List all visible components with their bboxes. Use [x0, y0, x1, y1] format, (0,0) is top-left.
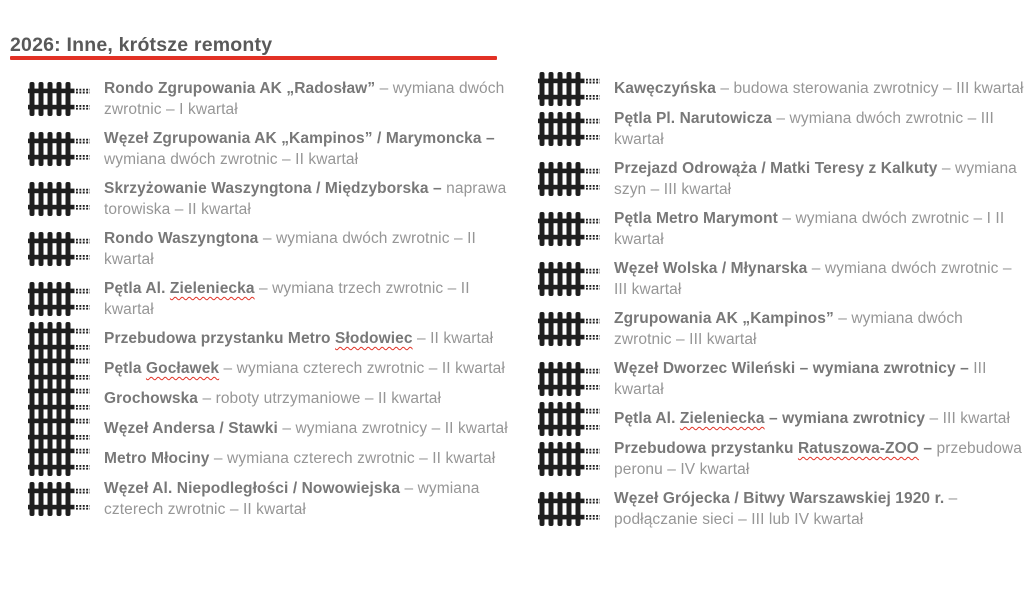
- item-description: – wymiana dwóch zwrotnic – III kwartał: [614, 110, 994, 148]
- item-name-bold: Pętla Gocławek: [104, 360, 220, 377]
- item-description: – wymiana czterech zwrotnic – II kwartał: [219, 360, 505, 377]
- list-item: [538, 408, 1024, 430]
- spellcheck-underlined-word: Słodowiec: [335, 330, 413, 347]
- item-name-bold: Pętla Metro Marymont: [614, 210, 778, 227]
- item-description: – wymiana dwóch zwrotnic – III kwartał: [614, 310, 963, 348]
- left-column: [28, 78, 512, 530]
- item-text: [104, 228, 512, 270]
- list-item: [538, 258, 1024, 300]
- two-column-list: [28, 78, 1024, 530]
- item-description: naprawa torowiska – II kwartał: [104, 180, 507, 218]
- railway-track-icon: [28, 180, 90, 218]
- railway-track-icon: [538, 440, 600, 478]
- item-description: – wymiana czterech zwrotnic – II kwartał: [209, 450, 496, 467]
- railway-track-icon: [538, 310, 600, 348]
- railway-track-icon: [28, 280, 90, 318]
- item-description: – roboty utrzymaniowe – II kwartał: [198, 390, 442, 407]
- item-name-bold: Przebudowa przystanku Metro Słodowiec: [104, 330, 413, 347]
- spellcheck-underlined-word: Ratuszowa-ZOO: [797, 440, 919, 457]
- item-description: – podłączanie sieci – III lub IV kwartał: [614, 490, 958, 528]
- item-text: [614, 258, 1024, 300]
- title-underline-rule: [10, 56, 497, 60]
- item-name-bold: Węzeł Al. Niepodległości / Nowowiejska: [104, 480, 401, 497]
- list-item: [28, 388, 512, 410]
- item-name-bold: Pętla Al. Zieleniecka – wymiana zwrotnicy: [614, 410, 926, 427]
- railway-track-icon: [538, 160, 600, 198]
- item-description: – wymiana czterech zwrotnic – II kwartał: [104, 480, 480, 518]
- railway-track-icon: [538, 70, 600, 108]
- list-item: [28, 448, 512, 470]
- railway-track-icon: [28, 130, 90, 168]
- item-text: [104, 388, 512, 409]
- list-item: [28, 178, 512, 220]
- railway-track-icon: [538, 110, 600, 148]
- list-item: [28, 278, 512, 320]
- list-item: [538, 488, 1024, 530]
- right-column: [538, 78, 1024, 530]
- item-description: – wymiana dwóch zwrotnic – I II kwartał: [614, 210, 1005, 248]
- item-name-bold: Pętla Al. Zieleniecka: [104, 280, 255, 297]
- item-text: [614, 208, 1024, 250]
- railway-track-icon: [28, 80, 90, 118]
- item-name-bold: Węzeł Zgrupowania AK „Kampinos” / Marymoncka –: [104, 130, 495, 147]
- item-text: [614, 408, 1024, 429]
- item-description: – II kwartał: [412, 330, 494, 347]
- list-item: [538, 308, 1024, 350]
- spellcheck-underlined-word: Zieleniecka: [679, 410, 765, 427]
- railway-track-icon: [538, 490, 600, 528]
- list-item: [538, 158, 1024, 200]
- item-text: [614, 358, 1024, 400]
- item-name-bold: Węzeł Andersa / Stawki: [104, 420, 278, 437]
- item-text: [104, 328, 512, 349]
- railway-track-icon: [28, 480, 90, 518]
- list-item: [538, 208, 1024, 250]
- item-text: [614, 438, 1024, 480]
- item-text: [614, 78, 1024, 99]
- item-description: przebudowa peronu – IV kwartał: [614, 440, 1022, 478]
- item-text: [614, 158, 1024, 200]
- item-description: wymiana dwóch zwrotnic – II kwartał: [104, 151, 359, 168]
- list-item: [28, 78, 512, 120]
- item-description: – wymiana dwóch zwrotnic – I kwartał: [104, 80, 505, 118]
- item-text: [104, 128, 512, 170]
- item-name-bold: Grochowska: [104, 390, 199, 407]
- list-item: [28, 358, 512, 380]
- item-description: – III kwartał: [925, 410, 1011, 427]
- item-text: [104, 448, 512, 469]
- page-title: 2026: Inne, krótsze remonty: [10, 34, 273, 57]
- item-description: – budowa sterowania zwrotnicy – III kwartał: [715, 80, 1024, 97]
- item-text: [104, 78, 512, 120]
- item-description: III kwartał: [614, 360, 987, 398]
- item-name-bold: Kawęczyńska: [614, 80, 716, 97]
- item-name-bold: Metro Młociny: [104, 450, 210, 467]
- list-item: [28, 478, 512, 520]
- item-name-bold: Węzeł Grójecka / Bitwy Warszawskiej 1920 r.: [614, 490, 945, 507]
- item-description: – wymiana dwóch zwrotnic – III kwartał: [614, 260, 1012, 298]
- item-name-bold: Przebudowa przystanku Ratuszowa-ZOO –: [614, 440, 933, 457]
- item-text: [614, 308, 1024, 350]
- list-item: [28, 128, 512, 170]
- item-description: – wymiana trzech zwrotnic – II kwartał: [104, 280, 470, 318]
- railway-track-icon: [538, 400, 600, 438]
- item-text: [104, 418, 512, 439]
- item-name-bold: Zgrupowania AK „Kampinos”: [614, 310, 834, 327]
- list-item: [28, 418, 512, 440]
- list-item: [538, 358, 1024, 400]
- item-name-bold: Pętla Pl. Narutowicza: [614, 110, 773, 127]
- spellcheck-underlined-word: Zieleniecka: [169, 280, 255, 297]
- list-item: [538, 438, 1024, 480]
- railway-track-icon: [538, 210, 600, 248]
- railway-track-icon: [28, 230, 90, 268]
- item-name-bold: Rondo Zgrupowania AK „Radosław”: [104, 80, 376, 97]
- spellcheck-underlined-word: Gocławek: [145, 360, 220, 377]
- item-name-bold: Skrzyżowanie Waszyngtona / Międzyborska –: [104, 180, 442, 197]
- list-item: [538, 78, 1024, 100]
- item-name-bold: Rondo Waszyngtona: [104, 230, 259, 247]
- item-name-bold: Przejazd Odrowąża / Matki Teresy z Kalkuty: [614, 160, 938, 177]
- item-description: – wymiana dwóch zwrotnic – II kwartał: [104, 230, 476, 268]
- item-description: – wymiana szyn – III kwartał: [614, 160, 1017, 198]
- item-text: [614, 108, 1024, 150]
- item-text: [104, 178, 512, 220]
- railway-track-icon: [538, 360, 600, 398]
- list-item: [28, 228, 512, 270]
- list-item: [28, 328, 512, 350]
- list-item: [538, 108, 1024, 150]
- item-text: [104, 278, 512, 320]
- railway-track-icon: [28, 440, 90, 478]
- item-text: [614, 488, 1024, 530]
- item-name-bold: Węzeł Wolska / Młynarska: [614, 260, 808, 277]
- item-description: – wymiana zwrotnicy – II kwartał: [277, 420, 508, 437]
- item-text: [104, 358, 512, 379]
- item-name-bold: Węzeł Dworzec Wileński – wymiana zwrotnicy –: [614, 360, 969, 377]
- item-text: [104, 478, 512, 520]
- railway-track-icon: [538, 260, 600, 298]
